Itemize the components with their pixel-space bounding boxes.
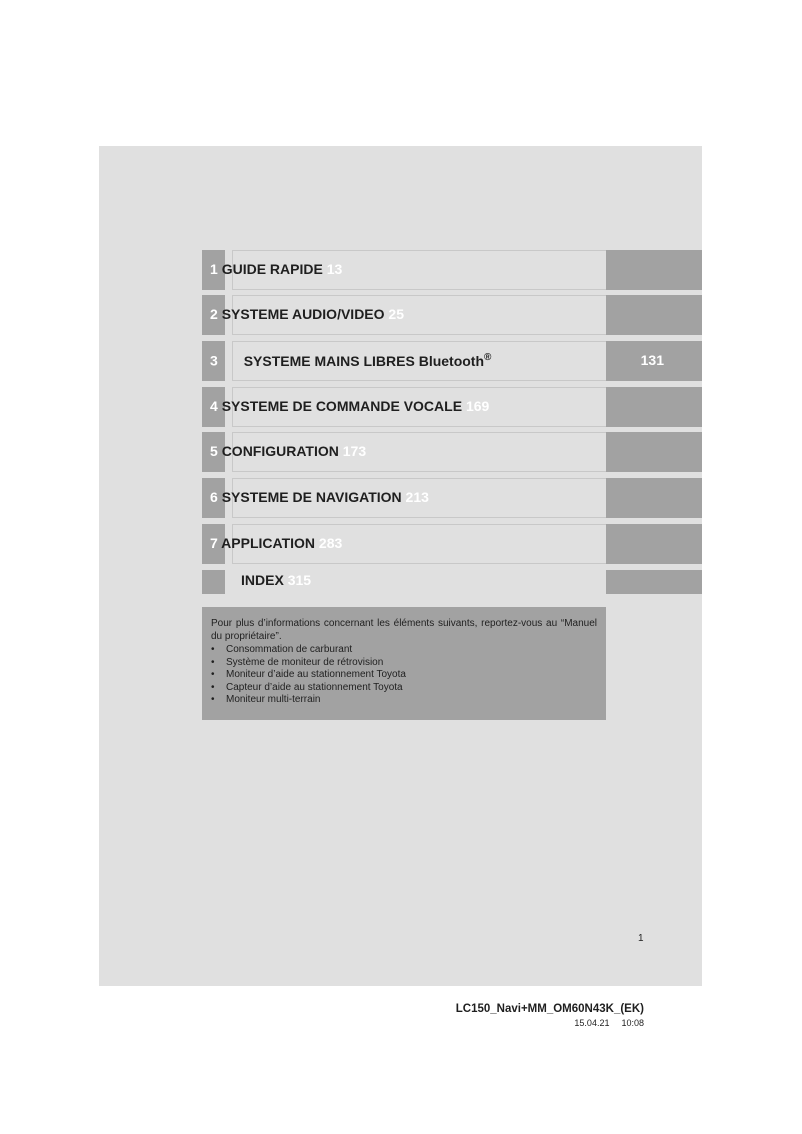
- toc-index[interactable]: [202, 570, 702, 594]
- document-date: 15.04.21: [574, 1018, 610, 1028]
- chapter-page: 13: [326, 261, 343, 277]
- chapter-title: APPLICATION: [221, 535, 316, 551]
- document-code: LC150_Navi+MM_OM60N43K_(EK): [455, 1003, 644, 1015]
- document-time: 10:08: [621, 1018, 644, 1028]
- chapter-page-tab: [606, 432, 702, 472]
- index-label[interactable]: [241, 572, 311, 588]
- chapter-page-tab: [606, 387, 702, 427]
- registered-mark: ®: [484, 352, 492, 363]
- index-tab: [202, 570, 225, 594]
- index-page: 315: [287, 572, 312, 588]
- chapter-number: 7: [210, 535, 218, 551]
- chapter-page: 213: [405, 489, 429, 505]
- chapter-label[interactable]: [210, 261, 342, 277]
- toc-item-6[interactable]: [202, 478, 702, 518]
- toc-item-1[interactable]: [202, 250, 702, 290]
- chapter-title: SYSTEME MAINS LIBRES Bluetooth: [243, 352, 485, 369]
- chapter-page: 25: [388, 306, 404, 322]
- chapter-page: 173: [342, 443, 367, 459]
- chapter-title: GUIDE RAPIDE: [221, 261, 323, 277]
- chapter-number: 1: [210, 261, 218, 277]
- toc-item-4[interactable]: [202, 387, 702, 427]
- list-item: • Moniteur multi-terrain: [211, 694, 597, 707]
- chapter-page-tab: [606, 250, 702, 290]
- chapter-title: CONFIGURATION: [221, 443, 339, 459]
- chapter-label[interactable]: [210, 443, 366, 459]
- chapter-page: 169: [465, 398, 490, 414]
- toc-item-3[interactable]: [202, 341, 702, 381]
- chapter-number: 4: [210, 398, 218, 414]
- list-item: • Système de moniteur de rétrovision: [211, 657, 597, 670]
- list-item: • Consommation de carburant: [211, 644, 597, 657]
- index-page-tab: [606, 570, 702, 594]
- chapter-label[interactable]: [210, 398, 489, 414]
- chapter-title: SYSTEME DE COMMANDE VOCALE: [221, 398, 463, 414]
- chapter-number: 5: [210, 443, 218, 459]
- chapter-label[interactable]: [210, 352, 491, 369]
- index-title: INDEX: [241, 572, 284, 588]
- info-list: [211, 644, 597, 707]
- chapter-label[interactable]: [210, 306, 404, 322]
- list-item: • Capteur d’aide au stationnement Toyota: [211, 682, 597, 695]
- chapter-page: 131: [640, 352, 664, 368]
- info-intro: Pour plus d’informations concernant les éléments suivants, reportez-vous au “Manuel du propriétaire”.: [211, 618, 597, 642]
- chapter-page: 283: [318, 535, 343, 551]
- chapter-title: SYSTEME AUDIO/VIDEO: [221, 306, 385, 322]
- chapter-label[interactable]: [210, 535, 342, 551]
- chapter-title: SYSTEME DE NAVIGATION: [221, 489, 402, 505]
- toc-item-7[interactable]: [202, 524, 702, 564]
- document-timestamp: [574, 1018, 644, 1028]
- chapter-page-tab: [606, 295, 702, 335]
- chapter-number: 3: [210, 352, 218, 369]
- list-item: • Moniteur d’aide au stationnement Toyota: [211, 669, 597, 682]
- chapter-page-tab: [606, 478, 702, 518]
- chapter-number: 2: [210, 306, 218, 322]
- page-folio: 1: [638, 933, 644, 944]
- chapter-label[interactable]: [210, 489, 429, 505]
- chapter-page-tab: [606, 524, 702, 564]
- toc-item-2[interactable]: [202, 295, 702, 335]
- toc-item-5[interactable]: [202, 432, 702, 472]
- chapter-number: 6: [210, 489, 218, 505]
- info-box: [202, 607, 606, 720]
